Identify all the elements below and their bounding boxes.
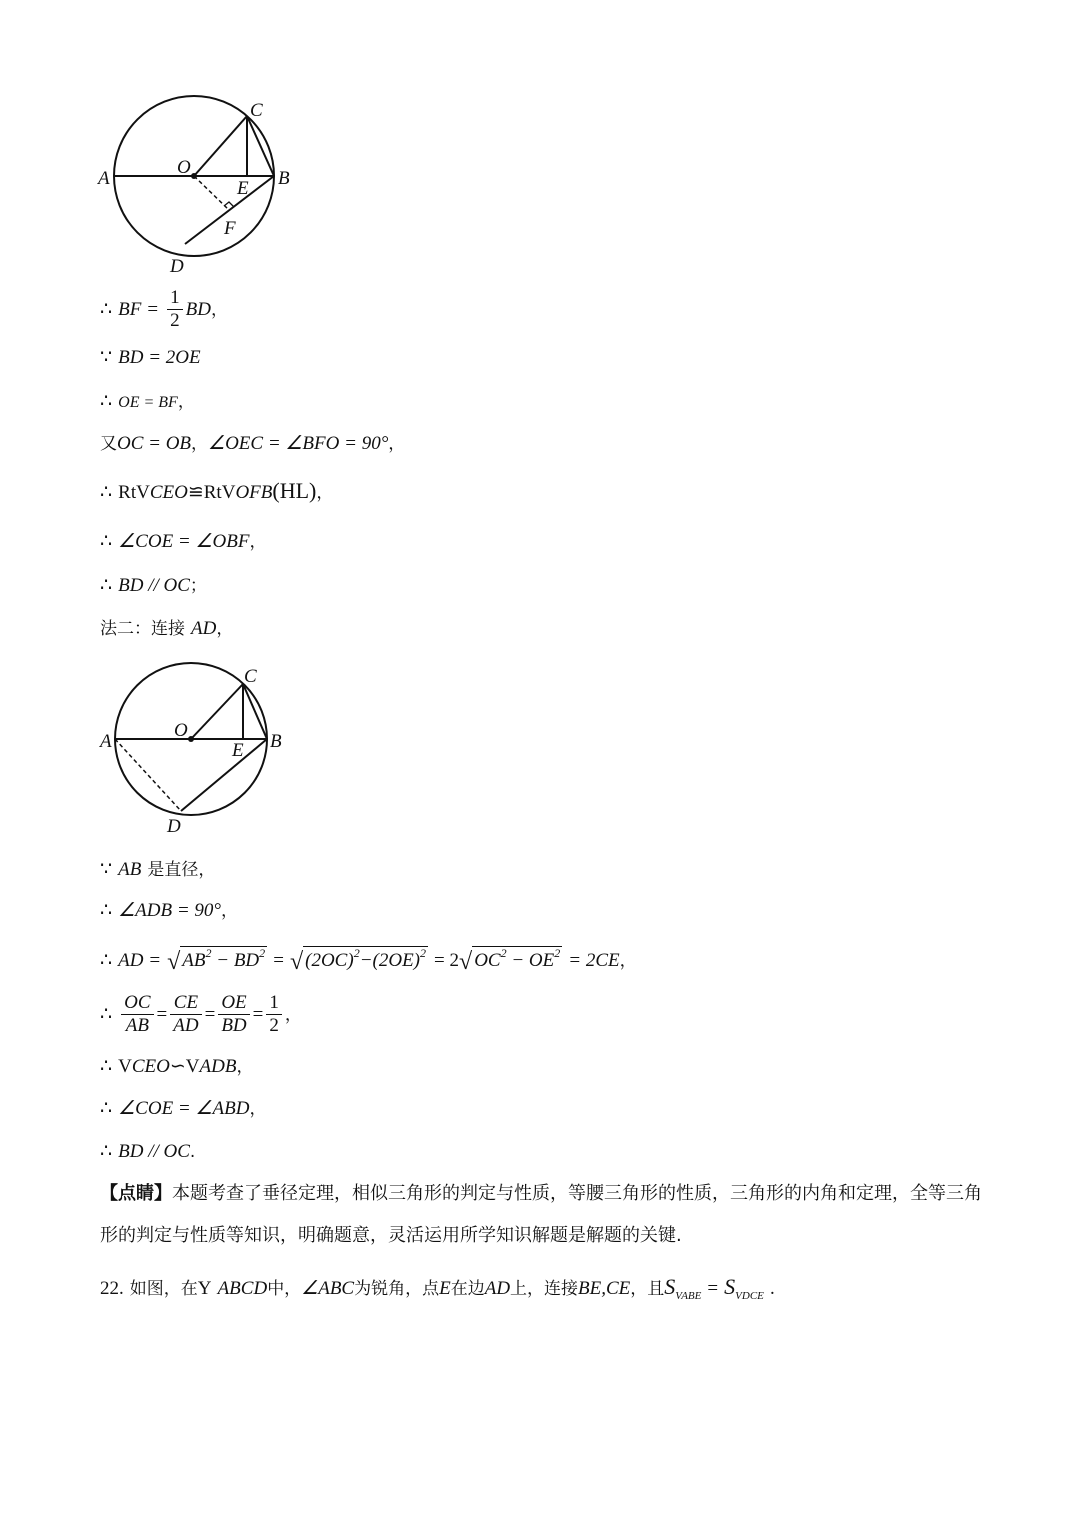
similar-symbol: ∽ xyxy=(169,1056,186,1077)
side-ad: AD xyxy=(484,1278,511,1299)
step-1-5 xyxy=(100,478,333,505)
area-symbol: S xyxy=(724,1274,736,1299)
term: OC xyxy=(474,950,501,971)
triangle-name: OFB xyxy=(235,482,273,503)
radicand-3 xyxy=(472,946,562,972)
punct: ， xyxy=(221,901,239,921)
expr: ∠OEC = ∠BFO = 90° xyxy=(208,433,389,454)
minus: − xyxy=(359,950,373,971)
label-d: D xyxy=(170,256,184,277)
label-o: O xyxy=(174,720,188,741)
step-2-4 xyxy=(100,993,302,1037)
text: 是直径， xyxy=(147,860,216,880)
therefore-symbol: ∴ xyxy=(100,575,113,596)
label-c: C xyxy=(244,666,257,687)
equals: = xyxy=(204,1003,216,1025)
denominator: AB xyxy=(125,1014,149,1036)
expr: BD // OC xyxy=(118,575,190,596)
term: BD xyxy=(233,950,260,971)
subscript: VABE xyxy=(675,1290,702,1302)
term: (2OE) xyxy=(372,950,420,971)
segment-oc xyxy=(194,116,247,176)
step-1-4 xyxy=(100,432,405,456)
method-label: 法二：连接 xyxy=(100,619,185,639)
triangle-name: ADB xyxy=(199,1056,237,1077)
expr: BF xyxy=(118,298,142,320)
radicand-1 xyxy=(180,946,267,972)
equals: = xyxy=(252,1003,264,1025)
radical-sign: √ xyxy=(289,949,304,975)
step-1-1 xyxy=(100,288,228,332)
therefore-symbol: ∴ xyxy=(100,1003,113,1025)
step-1-7 xyxy=(100,574,207,598)
fraction-half xyxy=(266,993,282,1037)
center-point-o xyxy=(188,736,194,742)
punct: ， xyxy=(177,392,195,412)
punct: ， xyxy=(211,299,228,320)
angle: ∠ABC xyxy=(301,1278,355,1299)
segment-name: AB xyxy=(118,859,142,880)
punct: ， xyxy=(316,483,334,503)
because-symbol: ∵ xyxy=(100,347,113,368)
step-1-2 xyxy=(100,346,201,370)
therefore-symbol: ∴ xyxy=(100,1098,113,1119)
label-d: D xyxy=(167,816,181,837)
expr: BD xyxy=(185,298,211,320)
therefore-symbol: ∴ xyxy=(100,1056,113,1077)
label-a: A xyxy=(98,168,110,189)
because-symbol: ∵ xyxy=(100,859,113,880)
label-f: F xyxy=(224,218,236,239)
label-c: C xyxy=(250,100,263,121)
punct: ， xyxy=(619,951,637,971)
equals: = xyxy=(156,1003,168,1025)
punct: ， xyxy=(191,434,209,454)
therefore-symbol: ∴ xyxy=(100,482,113,503)
text: 中， xyxy=(267,1279,302,1299)
punct: . xyxy=(769,1278,775,1299)
expr: OC = OB xyxy=(117,433,192,454)
label-e: E xyxy=(232,740,244,761)
text: 为锐角，点 xyxy=(354,1279,440,1299)
fraction-ce-ad xyxy=(170,993,201,1037)
equals: = xyxy=(147,298,159,320)
expr: AD = xyxy=(118,950,162,971)
punct: ， xyxy=(388,434,406,454)
also-word: 又 xyxy=(100,434,117,454)
text: ，且 xyxy=(630,1279,665,1299)
figure-circle-1 xyxy=(90,90,330,280)
text: 上，连接 xyxy=(510,1279,579,1299)
therefore-symbol: ∴ xyxy=(100,900,113,921)
rt-word: Rt xyxy=(203,482,222,503)
expr: ∠COE = ∠OBF xyxy=(118,531,250,552)
step-1-3 xyxy=(100,390,195,414)
figure-circle-2 xyxy=(90,660,310,840)
label-a: A xyxy=(100,731,112,752)
step-1-6 xyxy=(100,530,266,554)
numerator: 1 xyxy=(167,288,183,310)
term: AB xyxy=(182,950,206,971)
comment-label: 【点睛】 xyxy=(100,1183,172,1204)
text: 在边 xyxy=(450,1279,485,1299)
method-2-intro xyxy=(100,617,233,641)
label-b: B xyxy=(270,731,282,752)
denominator: BD xyxy=(221,1014,247,1036)
expr: = 2CE xyxy=(568,950,620,971)
segment-cb xyxy=(243,684,267,739)
reason: (HL) xyxy=(272,478,317,503)
label-b: B xyxy=(278,168,290,189)
quad-name: ABCD xyxy=(217,1278,268,1299)
problem-22 xyxy=(100,1274,775,1303)
exponent: 2 xyxy=(353,946,360,960)
expr: OE = BF xyxy=(118,394,178,411)
minus: − xyxy=(511,950,525,971)
fraction-oc-ab xyxy=(121,993,153,1037)
equals: = 2 xyxy=(434,950,460,971)
exponent: 2 xyxy=(554,946,561,960)
step-2-5 xyxy=(100,1055,253,1079)
point-e: E xyxy=(439,1278,451,1299)
equals: = xyxy=(273,950,284,971)
segment-cb xyxy=(247,116,274,176)
triangle-name: CEO xyxy=(131,1056,170,1077)
triangle-name: CEO xyxy=(149,482,188,503)
chord-bd xyxy=(181,739,267,811)
label-e: E xyxy=(237,178,249,199)
congruent-symbol: ≌ xyxy=(187,482,204,503)
expr: ∠COE = ∠ABD xyxy=(118,1098,250,1119)
dashed-of xyxy=(194,176,229,210)
therefore-symbol: ∴ xyxy=(100,531,113,552)
exponent: 2 xyxy=(420,946,426,960)
term: OE xyxy=(528,950,555,971)
exponent: 2 xyxy=(259,946,266,960)
comment-paragraph xyxy=(100,1173,990,1257)
radicand-2 xyxy=(303,946,428,972)
therefore-symbol: ∴ xyxy=(100,391,113,412)
parallelogram-glyph: Y xyxy=(197,1278,212,1299)
step-2-1 xyxy=(100,858,215,882)
radical-sign: √ xyxy=(167,949,181,975)
triangle-glyph: V xyxy=(185,1056,200,1077)
minus: − xyxy=(216,950,230,971)
punct: ， xyxy=(284,1004,302,1025)
segment-name: AD xyxy=(191,618,217,639)
numerator: OE xyxy=(218,993,249,1015)
triangle-glyph: V xyxy=(221,482,236,503)
text: 如图，在 xyxy=(129,1279,198,1299)
triangle-glyph: V xyxy=(136,482,150,503)
rt-word: Rt xyxy=(118,482,137,503)
punct: ， xyxy=(249,532,267,552)
denominator: 2 xyxy=(269,1014,279,1036)
segment-oc xyxy=(191,684,243,739)
punct: ， xyxy=(216,619,234,639)
expr: ∠ADB = 90° xyxy=(118,900,222,921)
fraction-oe-bd xyxy=(218,993,249,1037)
label-o: O xyxy=(177,157,191,178)
radical-sign: √ xyxy=(459,949,473,975)
term: (2OC) xyxy=(305,950,354,971)
center-point-o xyxy=(191,173,197,179)
segments: BE,CE xyxy=(578,1278,631,1299)
punct: ； xyxy=(189,576,207,596)
step-2-7 xyxy=(100,1140,195,1164)
step-2-3 xyxy=(100,946,637,977)
equals: = xyxy=(707,1278,719,1299)
numerator: CE xyxy=(170,993,201,1015)
therefore-symbol: ∴ xyxy=(100,298,113,320)
exponent: 2 xyxy=(205,946,212,960)
therefore-symbol: ∴ xyxy=(100,1141,113,1162)
fraction-half xyxy=(167,288,183,332)
subscript: VDCE xyxy=(735,1290,764,1302)
numerator: 1 xyxy=(266,993,282,1015)
punct: ， xyxy=(236,1057,254,1077)
punct: ， xyxy=(249,1099,267,1119)
expr: BD = 2OE xyxy=(118,347,201,368)
comment-text: 本题考查了垂径定理，相似三角形的判定与性质，等腰三角形的性质，三角形的内角和定理，全等三角形的判定与性质等知识，明确题意，灵活运用所学知识解题是解题的关键. xyxy=(100,1183,982,1246)
expr: BD // OC xyxy=(118,1141,190,1162)
punct: . xyxy=(189,1142,196,1162)
step-2-6 xyxy=(100,1097,266,1121)
numerator: OC xyxy=(121,993,153,1015)
denominator: AD xyxy=(173,1014,199,1036)
denominator: 2 xyxy=(170,309,180,331)
area-symbol: S xyxy=(664,1274,676,1299)
triangle-glyph: V xyxy=(118,1056,132,1077)
step-2-2 xyxy=(100,899,238,923)
problem-number: 22. xyxy=(100,1278,124,1299)
exponent: 2 xyxy=(500,946,507,960)
therefore-symbol: ∴ xyxy=(100,950,113,971)
